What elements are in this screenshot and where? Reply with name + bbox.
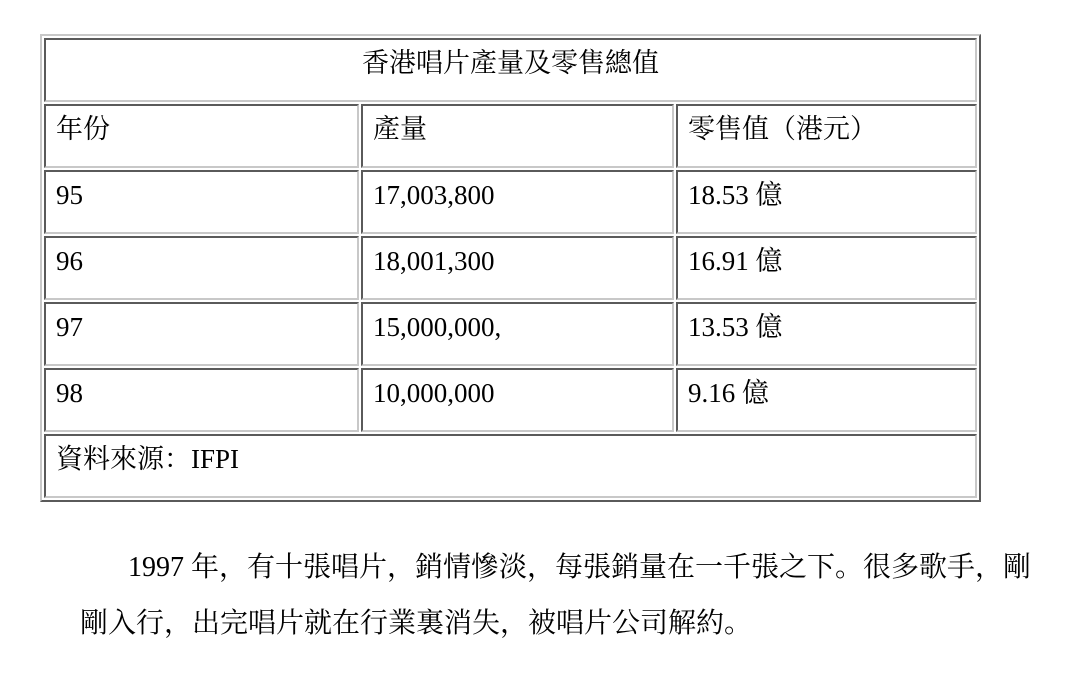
table-source-row	[44, 434, 977, 498]
cell-output: 17,003,800	[361, 170, 674, 234]
header-year: 年份	[44, 104, 359, 168]
header-retail-value: 零售值（港元）	[676, 104, 977, 168]
header-output: 產量	[361, 104, 674, 168]
cell-retail-value: 9.16 億	[676, 368, 977, 432]
table-row	[44, 368, 977, 432]
cell-retail-value: 16.91 億	[676, 236, 977, 300]
table-header-row	[44, 104, 977, 168]
table-row	[44, 170, 977, 234]
table-row	[44, 236, 977, 300]
cell-year: 97	[44, 302, 359, 366]
cell-year: 98	[44, 368, 359, 432]
cell-retail-value: 13.53 億	[676, 302, 977, 366]
cell-output: 15,000,000,	[361, 302, 674, 366]
table-title: 香港唱片產量及零售總值	[44, 38, 977, 102]
cell-year: 95	[44, 170, 359, 234]
table-row	[44, 302, 977, 366]
table-source: 資料來源：IFPI	[44, 434, 977, 498]
cell-output: 10,000,000	[361, 368, 674, 432]
table-title-row	[44, 38, 977, 102]
cell-output: 18,001,300	[361, 236, 674, 300]
cell-retail-value: 18.53 億	[676, 170, 977, 234]
cell-year: 96	[44, 236, 359, 300]
record-sales-table	[40, 34, 981, 502]
body-paragraph: 1997 年，有十張唱片，銷情慘淡，每張銷量在一千張之下。很多歌手，剛剛入行，出完唱片就在行業裏消失，被唱片公司解約。	[80, 552, 1032, 639]
